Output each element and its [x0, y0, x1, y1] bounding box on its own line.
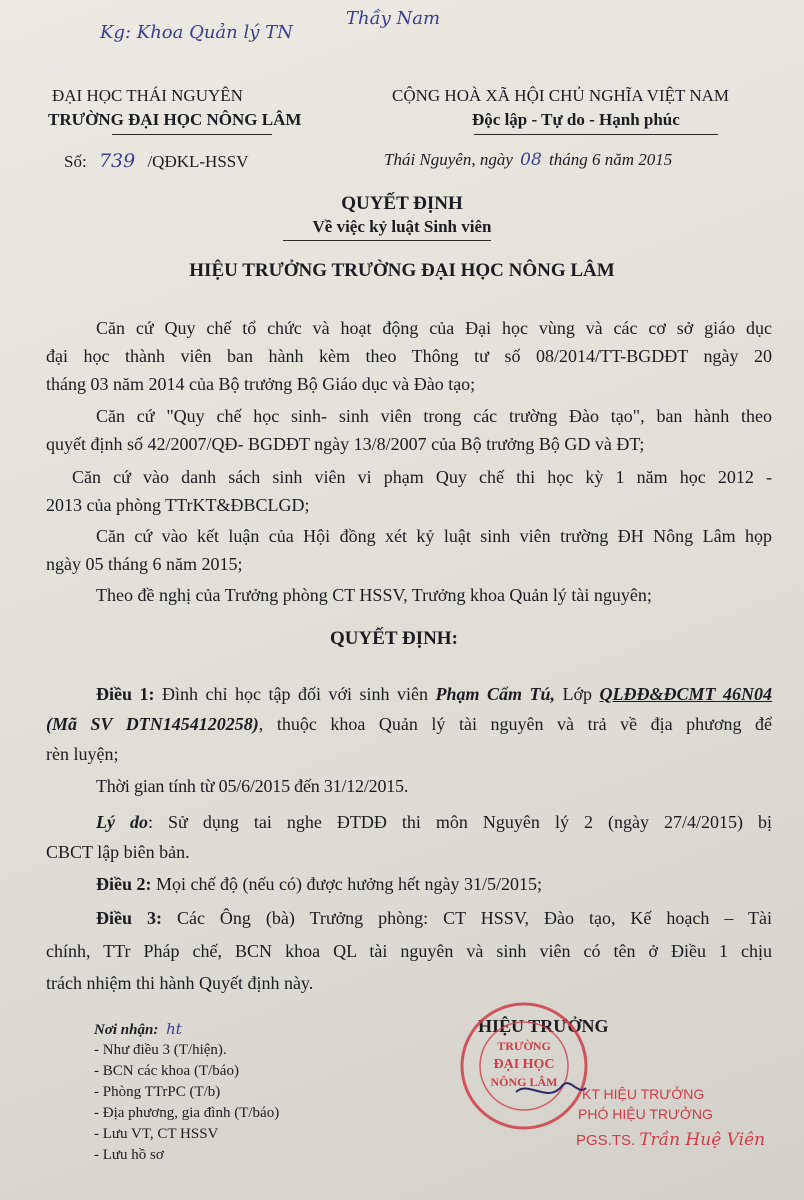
recipient-item: - Địa phương, gia đình (T/báo) [94, 1105, 280, 1121]
reason-line-1 [96, 812, 772, 833]
signer-full-name: Trần Huệ Viên [639, 1130, 766, 1150]
number-suffix: /QĐKL-HSSV [147, 152, 249, 171]
decision-heading: QUYẾT ĐỊNH: [330, 628, 458, 649]
suspension-period: Thời gian tính từ 05/6/2015 đến 31/12/2015. [96, 776, 409, 796]
preamble-4-line-1: Căn cứ vào kết luận của Hội đồng xét kỷ luật sinh viên trường ĐH Nông Lâm họp [96, 526, 772, 546]
school-name: TRƯỜNG ĐẠI HỌC NÔNG LÂM [48, 110, 302, 129]
preamble-4-line-2: ngày 05 tháng 6 năm 2015; [46, 554, 243, 574]
article-1-text-a: Đình chỉ học tập đối với sinh viên [154, 684, 436, 704]
kt-principal: KT HIỆU TRƯỞNG [582, 1086, 705, 1102]
handwritten-number: 739 [98, 150, 136, 172]
issuing-authority: HIỆU TRƯỞNG TRƯỜNG ĐẠI HỌC NÔNG LÂM [189, 260, 615, 281]
preamble-1-line-3: tháng 03 năm 2014 của Bộ trưởng Bộ Giáo dục và Đào tạo; [46, 374, 476, 394]
preamble-1-line-1: Căn cứ Quy chế tổ chức và hoạt động của Đại học vùng và các cơ sở giáo dục [96, 318, 772, 338]
preamble-2-line-2: quyết định số 42/2007/QĐ- BGDĐT ngày 13/8/2007 của Bộ trưởng Bộ GD và ĐT; [46, 434, 645, 454]
student-code: (Mã SV DTN1454120258) [46, 714, 259, 734]
recipient-item: - BCN các khoa (T/báo) [94, 1063, 239, 1079]
school-underline [112, 134, 272, 135]
subject-underline [283, 240, 491, 241]
recipient-item: - Như điều 3 (T/hiện). [94, 1042, 227, 1058]
date-suffix: tháng 6 năm 2015 [549, 150, 673, 169]
signature-title: HIỆU TRƯỞNG [478, 1016, 609, 1036]
article-2-text: Mọi chế độ (nếu có) được hưởng hết ngày 31/5/2015; [151, 874, 542, 894]
document-number [64, 150, 249, 172]
reason-line-2: CBCT lập biên bản. [46, 842, 190, 862]
article-1-line-3: rèn luyện; [46, 744, 119, 764]
signer-degree: PGS.TS. [576, 1132, 636, 1149]
preamble-5: Theo đề nghị của Trưởng phòng CT HSSV, Trưởng khoa Quản lý tài nguyên; [96, 585, 652, 605]
national-motto: Độc lập - Tự do - Hạnh phúc [472, 110, 680, 129]
date-prefix: Thái Nguyên, ngày [384, 150, 513, 169]
recipients-label [94, 1020, 182, 1039]
article-1-label: Điều 1: [96, 684, 155, 704]
document-date [384, 150, 672, 170]
reason-label: Lý do [96, 812, 149, 832]
article-2 [96, 874, 542, 895]
deputy-principal: PHÓ HIỆU TRƯỞNG [578, 1106, 713, 1122]
preamble-3-line-1: Căn cứ vào danh sách sinh viên vi phạm Quy chế thi học kỳ 1 năm học 2012 - [72, 467, 772, 487]
student-name: Phạm Cẩm Tú, [435, 684, 555, 704]
reason-text: : Sử dụng tai nghe ĐTDĐ thi môn Nguyên lý 2 (ngày 27/4/2015) bị [148, 812, 773, 832]
document-title: QUYẾT ĐỊNH [341, 193, 463, 214]
official-seal-stamp [458, 1000, 590, 1132]
preamble-3-line-2: 2013 của phòng TTrKT&ĐBCLGD; [46, 495, 310, 515]
recipients-label-text: Nơi nhận: [94, 1022, 159, 1038]
university-name: ĐẠI HỌC THÁI NGUYÊN [52, 86, 243, 105]
article-2-label: Điều 2: [96, 874, 152, 894]
article-3-line-1 [96, 908, 772, 929]
article-1-line-1 [96, 684, 772, 705]
article-1-line-2 [46, 714, 772, 735]
document-subject: Về việc kỷ luật Sinh viên [312, 217, 492, 236]
recipient-item: - Lưu hồ sơ [94, 1147, 164, 1163]
article-3-label: Điều 3: [96, 908, 162, 928]
article-3-line-2: chính, TTr Pháp chế, BCN khoa QL tài nguyên và sinh viên có tên ở Điều 1 chịu [46, 941, 772, 961]
seal-line-1: TRƯỜNG [497, 1039, 551, 1053]
article-3-line-3: trách nhiệm thi hành Quyết định này. [46, 973, 314, 993]
country-name: CỘNG HOÀ XÃ HỘI CHỦ NGHĨA VIỆT NAM [392, 86, 730, 105]
article-3-text: Các Ông (bà) Trưởng phòng: CT HSSV, Đào tạo, Kế hoạch – Tài [161, 908, 773, 928]
handwritten-teacher-note: Thầy Nam [346, 8, 441, 29]
preamble-2-line-1: Căn cứ "Quy chế học sinh- sinh viên trong các trường Đào tạo", ban hành theo [96, 406, 772, 426]
handwritten-routing-note: Kg: Khoa Quản lý TN [100, 22, 293, 43]
seal-line-3: NÔNG LÂM [490, 1075, 558, 1089]
number-prefix: Số: [64, 152, 87, 171]
recipient-item: - Lưu VT, CT HSSV [94, 1126, 219, 1142]
recipient-item: - Phòng TTrPC (T/b) [94, 1084, 221, 1100]
seal-line-2: ĐẠI HỌC [493, 1057, 555, 1072]
article-1-text-b: Lớp [554, 684, 600, 704]
signer-name [576, 1130, 765, 1150]
preamble-1-line-2: đại học thành viên ban hành kèm theo Thông tư số 08/2014/TT-BGDĐT ngày 20 [46, 346, 772, 366]
article-1-text-c: , thuộc khoa Quản lý tài nguyên và trả về địa phương để [258, 714, 772, 734]
motto-underline [474, 134, 718, 135]
handwritten-day: 08 [520, 150, 542, 170]
recipients-handwritten-mark: ht [166, 1020, 182, 1038]
student-class: QLĐĐ&ĐCMT 46N04 [599, 684, 772, 704]
